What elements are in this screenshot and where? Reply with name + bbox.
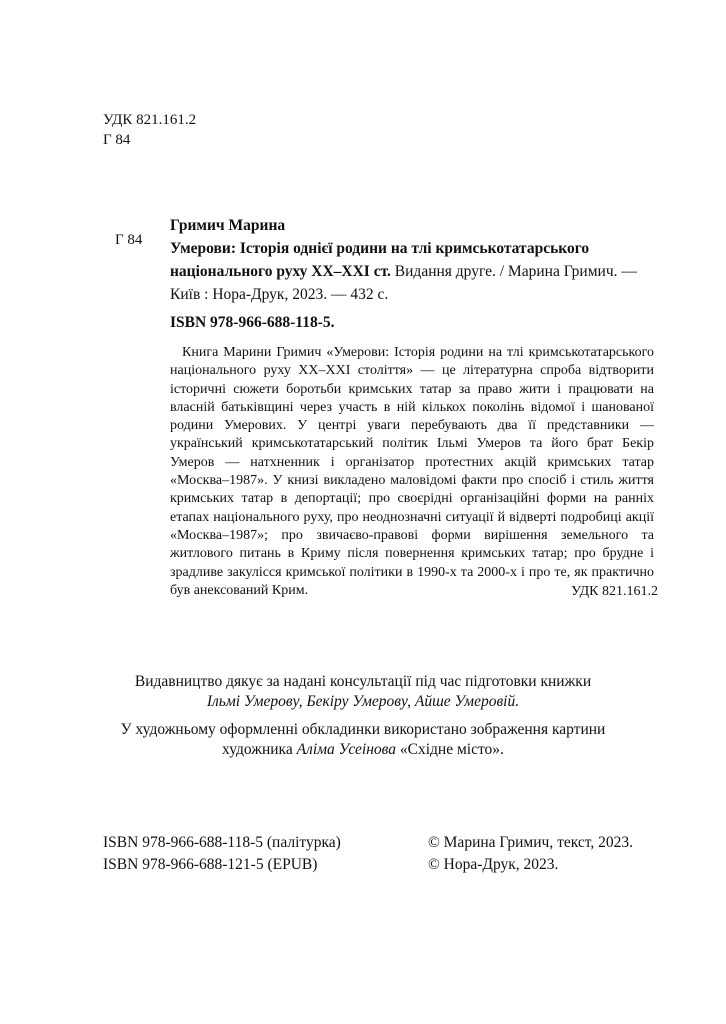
artist-name: Аліма Усеінова bbox=[296, 741, 397, 758]
cover-artist-line bbox=[60, 740, 666, 760]
abstract-text: Книга Марини Гримич «Умерови: Історія родини на тлі кримськотатарського національного руху XX–XXI століття» — це літературна спроба відтворити історичні сюжети боротьби кримських татар за право жити і працювати на власній батьківщині через участь в ній кількох поколінь відомої і шанованої родини Умерових. У центрі уваги перебувають два її представники — український кримськотатарський політик Ільмі Умеров та його брат Бекір Умеров — натхненник і організатор протестних акцій кримських татар «Москва–1987». У книзі викладено маловідомі факти про спосіб і стиль життя кримських татар в депортації; про своєрідні організаційні форми на ранніх етапах національного руху, про неоднозначні ситуації й відверті подробиці акції «Москва–1987»; про звичаєво-правові форми вирішення земельного та житлового питань в Криму після повернення кримських татар; про брудне і зрадливе закулісся кримської політики в 1990-х та 2000-х і про те, як практично був анексований Крим. bbox=[170, 345, 654, 598]
acknowledgement-line: Видавництво дякує за надані консультації під час підготовки книжки bbox=[134, 673, 592, 690]
bibliographic-record bbox=[170, 214, 650, 306]
author-mark: Г 84 bbox=[103, 132, 131, 148]
cover-credit-line: У художньому оформленні обкладинки використано зображення картини bbox=[120, 721, 606, 738]
isbn-hardcover: ISBN 978-966-688-118-5 (палітурка) bbox=[103, 834, 341, 851]
udk-footer: УДК 821.161.2 bbox=[571, 584, 658, 599]
copyright-author: © Марина Гримич, текст, 2023. bbox=[428, 834, 633, 851]
book-title: Умерови: Історія однієї родини на тлі кримськотатарського національного руху XX–XXI ст. bbox=[170, 240, 590, 280]
author-name: Гримич Марина bbox=[170, 217, 286, 234]
copyright-publisher: © Нора-Друк, 2023. bbox=[428, 856, 559, 873]
acknowledgement-names: Ільмі Умерову, Бекіру Умерову, Айше Умеровій. bbox=[206, 693, 520, 710]
isbn-main: ISBN 978-966-688-118-5. bbox=[170, 314, 335, 331]
acknowledgement bbox=[60, 672, 666, 712]
isbn-epub: ISBN 978-966-688-121-5 (EPUB) bbox=[103, 856, 318, 873]
author-index: Г 84 bbox=[115, 232, 143, 248]
painting-title: «Східне місто». bbox=[396, 741, 504, 758]
copyright-list bbox=[428, 832, 633, 876]
udk-code: УДК 821.161.2 bbox=[103, 112, 197, 128]
isbn-list bbox=[103, 832, 341, 876]
udk-header bbox=[103, 110, 196, 150]
cover-credit bbox=[60, 720, 666, 760]
artist-prefix: художника bbox=[222, 741, 297, 758]
edition-info: Видання друге. / Марина Гримич. — Київ : Нора-Друк, 2023. — 432 с. bbox=[170, 263, 637, 303]
